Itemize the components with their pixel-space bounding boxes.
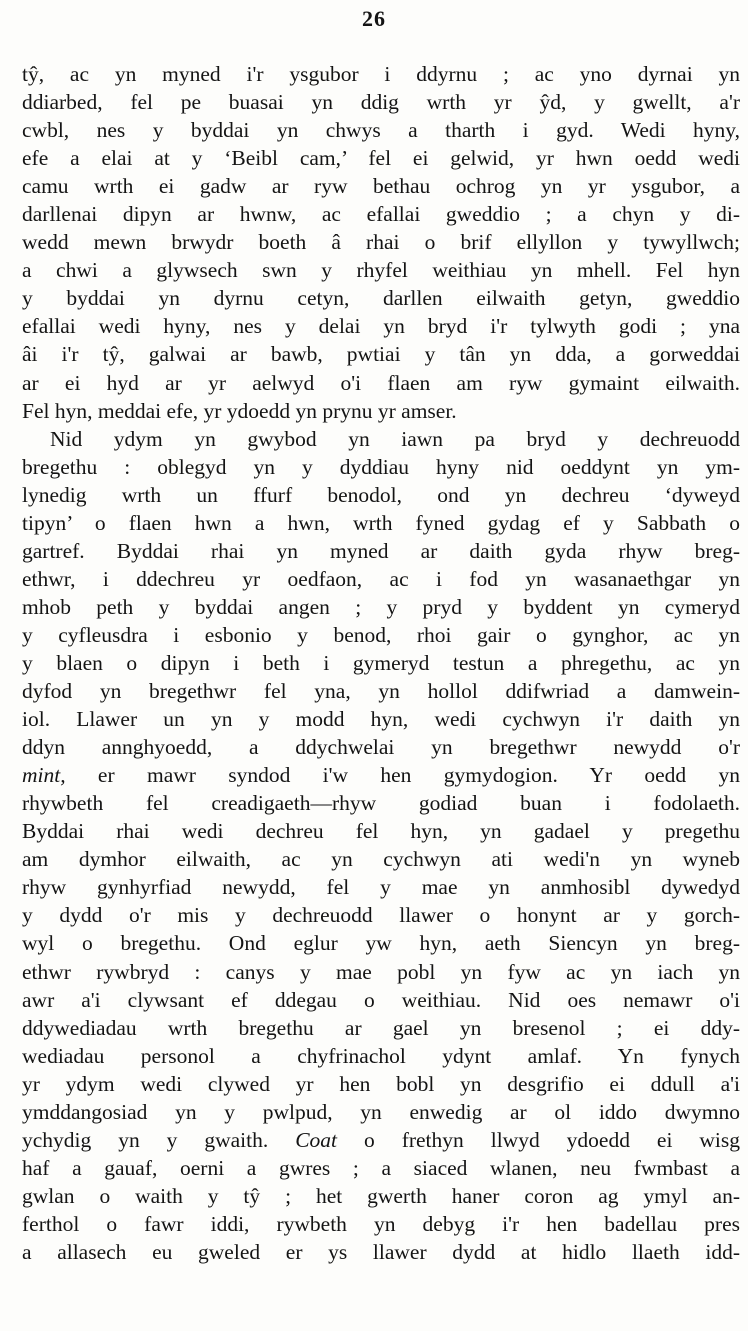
- line-text: o frethyn llwyd ydoedd ei wisg: [337, 1127, 740, 1152]
- text-line: [22, 761, 740, 789]
- text-line: ethwr, i ddechreu yr oedfaon, ac i fod yn wasanaethgar yn: [22, 566, 740, 591]
- text-line: tipyn’ o flaen hwn a hwn, wrth fyned gydag ef y Sabbath o: [22, 510, 740, 535]
- text-line: y blaen o dipyn i beth i gymeryd testun a phregethu, ac yn: [22, 650, 740, 675]
- text-line: darllenai dipyn ar hwnw, ac efallai gweddio ; a chyn y di-: [22, 202, 740, 227]
- text-line: efe a elai at y ‘Beibl cam,’ fel ei gelwid, yr hwn oedd wedi: [22, 146, 740, 171]
- text-line: efallai wedi hyny, nes y delai yn bryd i'r tylwyth godi ; yna: [22, 314, 740, 339]
- text-line: y dydd o'r mis y dechreuodd llawer o honynt ar y gorch-: [22, 903, 740, 928]
- text-line: âi i'r tŷ, galwai ar bawb, pwtiai y tân yn dda, a gorweddai: [22, 342, 740, 367]
- text-line: tŷ, ac yn myned i'r ysgubor i ddyrnu ; ac yno dyrnai yn: [22, 62, 740, 86]
- text-line: ymddangosiad yn y pwlpud, yn enwedig ar ol iddo dwymno: [22, 1099, 740, 1124]
- text-line: gwlan o waith y tŷ ; het gwerth haner coron ag ymyl an-: [22, 1183, 740, 1208]
- text-line: dyfod yn bregethwr fel yna, yn hollol ddifwriad a damwein-: [22, 679, 740, 704]
- text-line: ddiarbed, fel pe buasai yn ddig wrth yr ŷd, y gwellt, a'r: [22, 90, 740, 115]
- text-line: camu wrth ei gadw ar ryw bethau ochrog yn yr ysgubor, a: [22, 174, 740, 199]
- text-line: Fel hyn, meddai efe, yr ydoedd yn prynu yr amser.: [22, 398, 457, 423]
- text-line: iol. Llawer un yn y modd hyn, wedi cychwyn i'r daith yn: [22, 707, 740, 732]
- text-line: ferthol o fawr iddi, rywbeth yn debyg i'r hen badellau pres: [22, 1211, 740, 1236]
- text-line: Byddai rhai wedi dechreu fel hyn, yn gadael y pregethu: [22, 819, 740, 844]
- text-line: Nid ydym yn gwybod yn iawn pa bryd y dechreuodd: [50, 426, 740, 451]
- text-line: mhob peth y byddai angen ; y pryd y byddent yn cymeryd: [22, 594, 740, 619]
- text-line: yr ydym wedi clywed yr hen bobl yn desgrifio ei ddull a'i: [22, 1071, 740, 1096]
- text-line: gartref. Byddai rhai yn myned ar daith gyda rhyw breg-: [22, 538, 740, 563]
- italic-word: Coat: [295, 1127, 338, 1152]
- text-line: cwbl, nes y byddai yn chwys a tharth i gyd. Wedi hyny,: [22, 118, 740, 143]
- line-text: er mawr syndod i'w hen gymydogion. Yr oedd yn: [65, 763, 740, 788]
- text-line: ddyn annghyoedd, a ddychwelai yn bregethwr newydd o'r: [22, 735, 740, 760]
- text-line: haf a gauaf, oerni a gwres ; a siaced wlanen, neu fwmbast a: [22, 1155, 740, 1180]
- italic-word: mint,: [22, 763, 66, 788]
- page-number: 26: [362, 6, 386, 31]
- text-line: awr a'i clywsant ef ddegau o weithiau. Nid oes nemawr o'i: [22, 987, 740, 1012]
- line-text: ychydig yn y gwaith.: [22, 1127, 296, 1152]
- text-line: y byddai yn dyrnu cetyn, darllen eilwaith getyn, gweddio: [22, 286, 740, 311]
- text-line: rhyw gynhyrfiad newydd, fel y mae yn anmhosibl dywedyd: [22, 875, 740, 900]
- text-line: rhywbeth fel creadigaeth—rhyw godiad buan i fodolaeth.: [22, 791, 740, 816]
- text-line: a chwi a glywsech swn y rhyfel weithiau yn mhell. Fel hyn: [22, 258, 740, 283]
- text-line: a allasech eu gweled er ys llawer dydd at hidlo llaeth idd-: [22, 1239, 740, 1264]
- text-line: y cyfleusdra i esbonio y benod, rhoi gair o gynghor, ac yn: [22, 622, 740, 647]
- text-line: ar ei hyd ar yr aelwyd o'i flaen am ryw gymaint eilwaith.: [22, 370, 740, 395]
- text-line: ethwr rywbryd : canys y mae pobl yn fyw ac yn iach yn: [22, 959, 740, 984]
- body-text: [22, 60, 740, 1266]
- text-line: [22, 1126, 740, 1154]
- text-line: am dymhor eilwaith, ac yn cychwyn ati wedi'n yn wyneb: [22, 847, 740, 872]
- text-line: wediadau personol a chyfrinachol ydynt amlaf. Yn fynych: [22, 1043, 740, 1068]
- text-line: ddywediadau wrth bregethu ar gael yn bresenol ; ei ddy-: [22, 1015, 740, 1040]
- text-line: wyl o bregethu. Ond eglur yw hyn, aeth Siencyn yn breg-: [22, 931, 740, 956]
- text-line: lynedig wrth un ffurf benodol, ond yn dechreu ‘dyweyd: [22, 482, 740, 507]
- text-line: wedd mewn brwydr boeth â rhai o brif ellyllon y tywyllwch;: [22, 230, 740, 255]
- text-line: bregethu : oblegyd yn y dyddiau hyny nid oeddynt yn ym-: [22, 454, 740, 479]
